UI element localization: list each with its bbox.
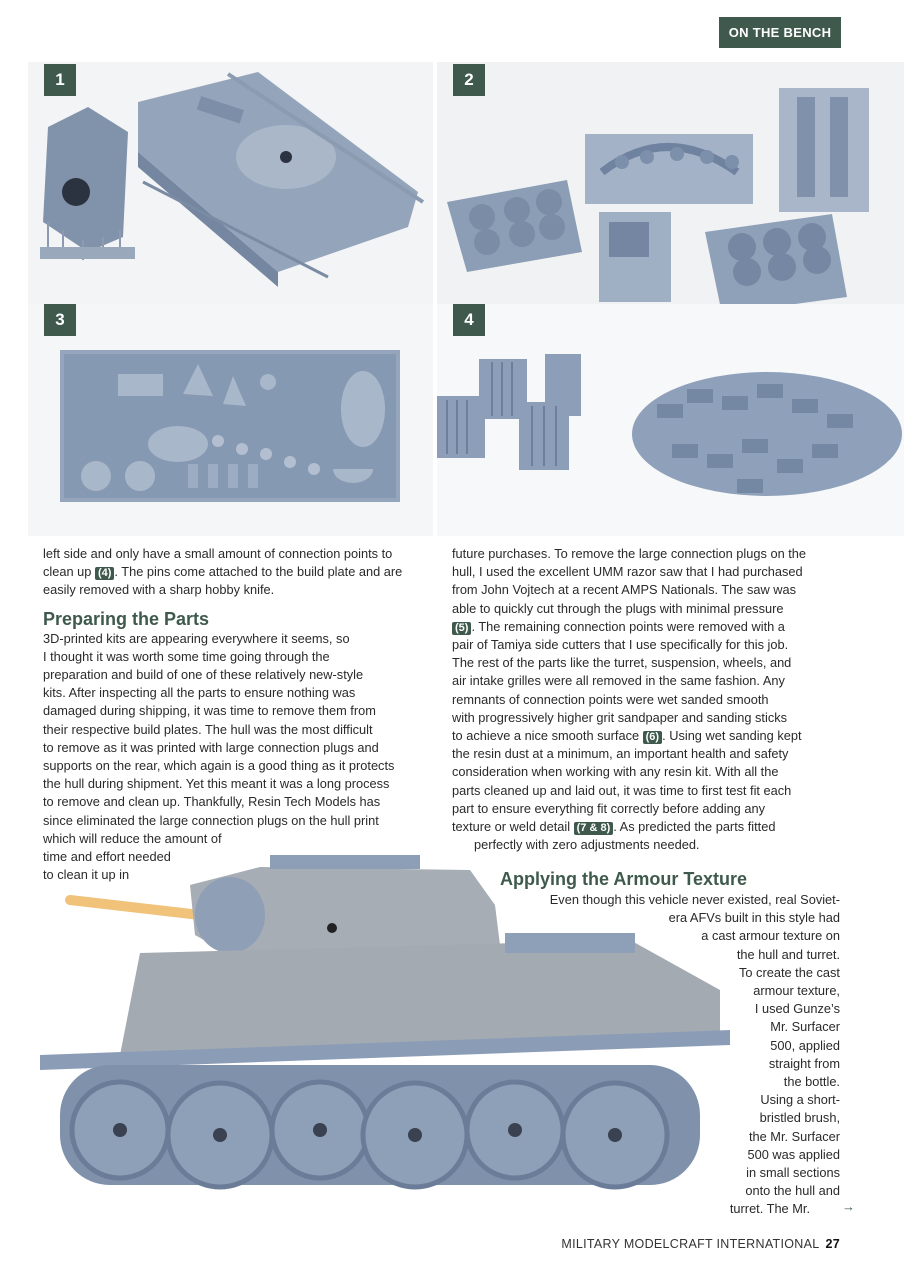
page-number: 27 xyxy=(825,1237,840,1251)
armour-section xyxy=(470,868,840,1219)
body-line: texture or weld detail (7 & 8) . As predicted the parts fitted xyxy=(452,819,776,835)
body-line: 3D-printed kits are appearing everywhere it seems, so xyxy=(43,630,350,646)
body-line: air intake grilles were all removed in the same fashion. Any xyxy=(452,673,785,689)
photo-2 xyxy=(437,62,904,310)
body-line: the resin dust at a minimum, an important health and safety xyxy=(452,746,789,762)
figure-1-badge: 1 xyxy=(44,64,76,96)
body-line: to achieve a nice smooth surface (6) . Using wet sanding kept xyxy=(452,728,802,744)
body-line: future purchases. To remove the large connection plugs on the xyxy=(452,546,807,561)
figure-ref-4: (4) xyxy=(95,567,114,580)
body-line: The rest of the parts like the turret, suspension, wheels, and xyxy=(452,655,792,671)
photo-1-image xyxy=(28,62,433,310)
heading-preparing-parts: Preparing the Parts xyxy=(43,608,210,629)
body-line: (5) . The remaining connection points were removed with a xyxy=(452,618,852,636)
body-line: the hull during shipment. Yet this meant it was a long process xyxy=(43,776,390,792)
body-line: with progressively higher grit sandpaper and sanding sticks xyxy=(452,709,788,725)
armour-line: the bottle. xyxy=(783,1074,840,1090)
body-line: which will reduce the amount of xyxy=(43,830,222,846)
armour-line: Mr. Surfacer xyxy=(770,1019,840,1035)
armour-line: To create the cast xyxy=(738,964,840,980)
page-footer xyxy=(561,1237,840,1251)
body-line: pair of Tamiya side cutters that I use specifically for this job. xyxy=(452,637,789,653)
right-column xyxy=(452,545,852,854)
body-line: I thought it was worth some time going through the xyxy=(43,648,330,664)
body-line: time and effort needed xyxy=(43,849,171,865)
heading-armour-texture: Applying the Armour Texture xyxy=(500,869,748,889)
armour-line: turret. The Mr. xyxy=(729,1201,810,1217)
body-line: supports on the rear, which again is a good thing as it protects xyxy=(43,758,395,774)
body-line: able to quickly cut through the plugs with minimal pressure xyxy=(452,600,784,616)
left-column xyxy=(43,545,438,884)
armour-line: the Mr. Surfacer xyxy=(748,1128,840,1144)
armour-line: a cast armour texture on xyxy=(701,928,840,944)
body-line: their respective build plates. The hull was the most difficult xyxy=(43,721,373,737)
body-line: perfectly with zero adjustments needed. xyxy=(474,837,700,853)
body-line: to remove and clean up. Thankfully, Resin Tech Models has xyxy=(43,794,381,810)
photo-4 xyxy=(437,304,904,536)
armour-line: I used Gunze’s xyxy=(754,1001,840,1017)
body-line: part to ensure everything fit correctly before adding any xyxy=(452,800,765,816)
intro-line-2: clean up (4) . The pins come attached to the build plate and are xyxy=(43,564,403,580)
armour-line: straight from xyxy=(768,1055,840,1071)
body-line: kits. After inspecting all the parts to ensure nothing was xyxy=(43,685,356,701)
body-line: since eliminated the large connection plugs on the hull print xyxy=(43,812,379,828)
photo-3-image xyxy=(28,304,433,536)
armour-line: 500 was applied xyxy=(747,1146,840,1162)
continue-arrow-icon: → xyxy=(842,1199,855,1214)
figure-3-badge: 3 xyxy=(44,304,76,336)
figure-ref-5: (5) xyxy=(452,622,471,635)
body-line: damaged during shipping, it was time to remove them from xyxy=(43,703,376,719)
photo-3 xyxy=(28,304,433,536)
armour-line: the hull and turret. xyxy=(736,946,840,962)
armour-line: armour texture, xyxy=(753,983,840,999)
figure-ref-7-8: (7 & 8) xyxy=(574,822,614,835)
body-line: to clean it up in xyxy=(43,867,130,883)
armour-line: 500, applied xyxy=(770,1037,840,1053)
armour-line: Even though this vehicle never existed, real Soviet- xyxy=(549,892,840,907)
figure-ref-6: (6) xyxy=(643,731,662,744)
armour-line: bristled brush, xyxy=(759,1110,840,1126)
publication-name: MILITARY MODELCRAFT INTERNATIONAL xyxy=(561,1237,820,1251)
body-line: remnants of connection points were wet sanded smooth xyxy=(452,691,769,707)
armour-line: era AFVs built in this style had xyxy=(668,910,840,926)
body-line: consideration when working with any resin kit. With all the xyxy=(452,764,779,780)
intro-line-1: left side and only have a small amount of connection points to xyxy=(43,546,393,561)
photo-2-image xyxy=(437,62,904,310)
body-line: preparation and build of one of these relatively new-style xyxy=(43,667,364,683)
body-line: parts cleaned up and laid out, it was time to first test fit each xyxy=(452,782,792,798)
figure-4-badge: 4 xyxy=(453,304,485,336)
photo-1 xyxy=(28,62,433,310)
section-tag: ON THE BENCH xyxy=(719,17,841,48)
figure-2-badge: 2 xyxy=(453,64,485,96)
armour-line: in small sections xyxy=(746,1165,840,1181)
armour-line: onto the hull and xyxy=(745,1183,840,1199)
body-line: from John Vojtech at a recent AMPS Nationals. The saw was xyxy=(452,582,797,598)
body-line: hull, I used the excellent UMM razor saw that I had purchased xyxy=(452,564,803,580)
body-line: to remove as it was printed with large connection plugs and xyxy=(43,739,379,755)
photo-4-image xyxy=(437,304,904,536)
intro-line-3: easily removed with a sharp hobby knife. xyxy=(43,582,275,598)
armour-line: Using a short- xyxy=(760,1092,840,1108)
